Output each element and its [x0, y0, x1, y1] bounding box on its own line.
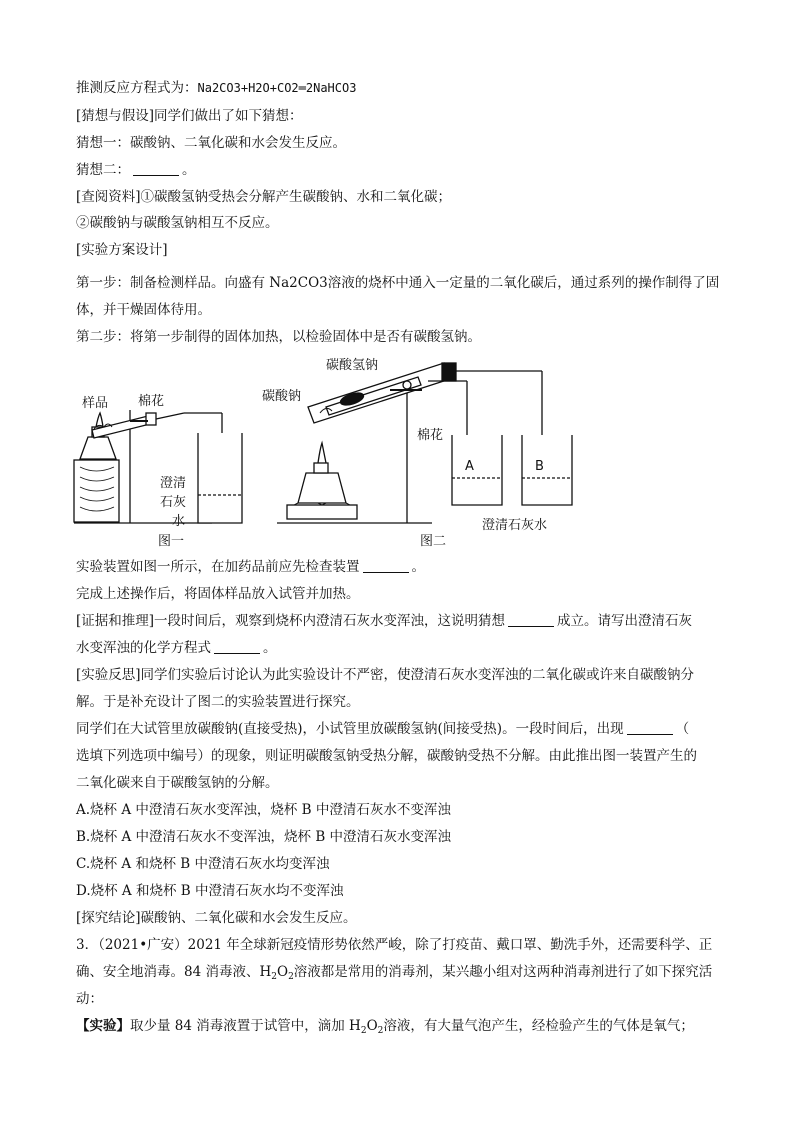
- hypothesis-two: 猜想二： 。: [76, 162, 196, 178]
- reflection-3: 同学们在大试管里放碳酸钠(直接受热)，小试管里放碳酸氢钠(间接受热)。一段时间后，出现 （: [76, 721, 690, 737]
- label-beaker-b: B: [535, 459, 544, 474]
- answer-blank[interactable]: [627, 720, 673, 735]
- apparatus-figure: [72, 355, 592, 550]
- design-step1-a: 第一步：制备检测样品。向盛有 Na2CO3溶液的烧杯中通入一定量的二氧化碳后，通过系列的操作制得了固: [76, 275, 720, 291]
- reflection-2: 解。于是补充设计了图二的实验装置进行探究。: [76, 694, 360, 710]
- label-cotton-2: 棉花: [417, 428, 444, 443]
- fig1-delivery-tube: [156, 413, 184, 419]
- reflection-4: 选填下列选项中编号）的现象，则证明碳酸氢钠受热分解，碳酸钠受热不分解。由此推出图一装置产生的: [76, 748, 697, 764]
- option-a: A.烧杯 A 中澄清石灰水变浑浊，烧杯 B 中澄清石灰水不变浑浊: [76, 802, 451, 818]
- fig2-beaker-b: [522, 435, 572, 505]
- fig2-lamp: [298, 473, 346, 503]
- reference-1: [查阅资料]①碳酸氢钠受热会分解产生碳酸钠、水和二氧化碳；: [76, 189, 452, 205]
- q3-line1: 3．（2021•广安）2021 年全球新冠疫情形势依然严峻，除了打疫苗、戴口罩、勤洗手外，还需要科学、正: [76, 937, 713, 953]
- design-step2: 第二步：将第一步制得的固体加热，以检验固体中是否有碳酸氢钠。: [76, 329, 481, 345]
- reasoning-1: [证据和推理]一段时间后，观察到烧杯内澄清石灰水变浑浊，这说明猜想 成立。请写出澄清石灰: [76, 613, 693, 629]
- equation-line: 推测反应方程式为：Na2CO3+H2O+CO2═2NaHCO3: [76, 80, 357, 96]
- reflection-5: 二氧化碳来自于碳酸氢钠的分解。: [76, 775, 279, 791]
- equation: Na2CO3+H2O+CO2═2NaHCO3: [197, 81, 357, 95]
- label-limewater-2: 澄清石灰水: [482, 518, 548, 533]
- q3-line2: 确、安全地消毒。84 消毒液、$H_2O_2$溶液都是常用的消毒剂，某兴趣小组对这两种消毒剂进行了如下探究活: [76, 964, 713, 982]
- label-na2co3: 碳酸钠: [262, 389, 302, 404]
- label-limewater-1c: 水: [172, 514, 186, 529]
- answer-blank[interactable]: [508, 612, 554, 627]
- reference-2: ②碳酸钠与碳酸氢钠相互不反应。: [76, 215, 279, 231]
- label-limewater-1b: 石灰: [160, 495, 187, 510]
- option-d: D.烧杯 A 和烧杯 B 中澄清石灰水均不变浑浊: [76, 883, 344, 899]
- label-limewater-1a: 澄清: [160, 476, 187, 491]
- label-sample: 样品: [82, 396, 109, 411]
- option-c: C.烧杯 A 和烧杯 B 中澄清石灰水均变浑浊: [76, 856, 330, 872]
- conclusion: [探究结论]碳酸钠、二氧化碳和水会发生反应。: [76, 910, 357, 926]
- procedure-1: 实验装置如图一所示，在加药品前应先检查装置 。: [76, 559, 425, 575]
- procedure-2: 完成上述操作后，将固体样品放入试管并加热。: [76, 586, 360, 602]
- hypothesis-heading: [猜想与假设]同学们做出了如下猜想：: [76, 108, 303, 124]
- design-step1-b: 体，并干燥固体待用。: [76, 302, 211, 318]
- fig1-lamp: [80, 437, 116, 459]
- label-nahco3: 碳酸氢钠: [326, 358, 379, 373]
- answer-blank[interactable]: [133, 161, 179, 176]
- fig1-beaker: [198, 433, 242, 523]
- caption-fig1: 图一: [158, 534, 185, 549]
- reasoning-2: 水变浑浊的化学方程式 。: [76, 640, 277, 656]
- hypothesis-one: 猜想一：碳酸钠、二氧化碳和水会发生反应。: [76, 135, 346, 151]
- reflection-1: [实验反思]同学们实验后讨论认为此实验设计不严密，使澄清石灰水变浑浊的二氧化碳或许来自碳酸钠分: [76, 667, 695, 683]
- q3-line4: 【实验】取少量 84 消毒液置于试管中，滴加 $H_2O_2$溶液，有大量气泡产生，经检验产生的气体是氧气；: [76, 1018, 694, 1036]
- fig2-block: [287, 505, 357, 519]
- label-cotton-1: 棉花: [138, 394, 165, 409]
- option-b: B.烧杯 A 中澄清石灰水不变浑浊，烧杯 B 中澄清石灰水变浑浊: [76, 829, 452, 845]
- design-heading: [实验方案设计]: [76, 242, 168, 258]
- label-beaker-a: A: [465, 459, 474, 474]
- answer-blank[interactable]: [214, 639, 260, 654]
- answer-blank[interactable]: [363, 558, 409, 573]
- q3-line3: 动：: [76, 991, 103, 1007]
- fig2-beaker-a: [452, 435, 502, 505]
- caption-fig2: 图二: [420, 534, 447, 549]
